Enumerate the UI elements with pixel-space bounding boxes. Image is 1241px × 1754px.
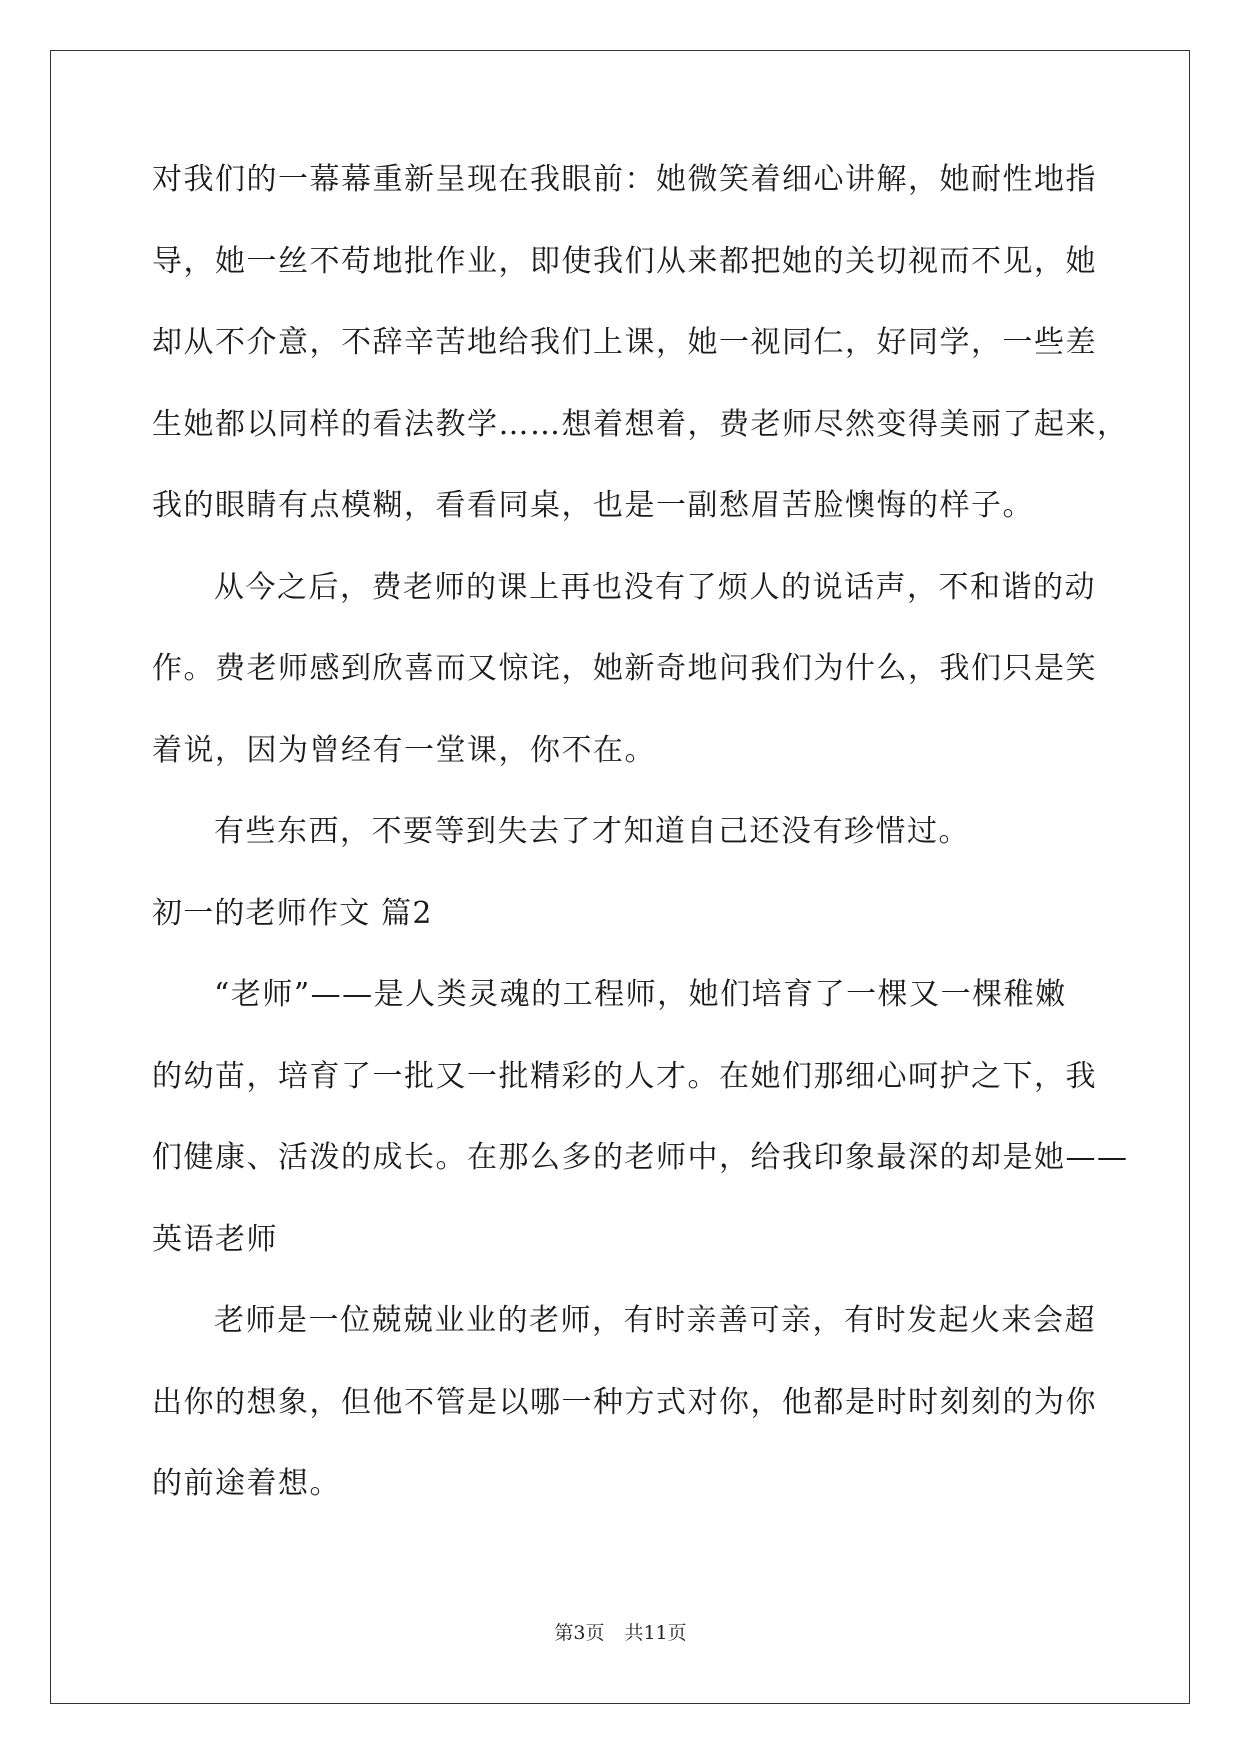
page-number-total: 共11页 [624, 1622, 687, 1644]
text-line: 的前途着想。 [152, 1466, 341, 1501]
section-heading: 初一的老师作文 篇2 [152, 895, 433, 931]
page-number-current: 第3页 [554, 1622, 605, 1644]
paragraph-start-line: 老师是一位兢兢业业的老师，有时亲善可亲，有时发起火来会超 [214, 1303, 1096, 1338]
text-line: 导，她一丝不苟地批作业，即使我们从来都把她的关切视而不见，她 [152, 243, 1097, 279]
text-line: 英语老师 [152, 1221, 278, 1257]
paragraph-start-line: 从今之后，费老师的课上再也没有了烦人的说话声，不和谐的动 [214, 569, 1096, 605]
document-body [152, 155, 1129, 1541]
paragraph-start-line: “老师”——是人类灵魂的工程师，她们培育了一棵又一棵稚嫩 [214, 977, 1067, 1012]
text-line: 的幼苗，培育了一批又一批精彩的人才。在她们那细心呵护之下，我 [152, 1058, 1097, 1094]
text-line: 作。费老师感到欣喜而又惊诧，她新奇地问我们为什么，我们只是笑 [152, 651, 1097, 686]
text-line: 对我们的一幕幕重新呈现在我眼前：她微笑着细心讲解，她耐性地指 [152, 162, 1097, 197]
text-line: 出你的想象，但他不管是以哪一种方式对你，他都是时时刻刻的为你 [152, 1384, 1097, 1420]
text-line: 却从不介意，不辞辛苦地给我们上课，她一视同仁，好同学，一些差 [152, 325, 1097, 360]
text-line: 着说，因为曾经有一堂课，你不在。 [152, 732, 656, 768]
text-line: 我的眼睛有点模糊，看看同桌，也是一副愁眉苦脸懊悔的样子。 [152, 488, 1034, 523]
paragraph-start-line: 有些东西，不要等到失去了才知道自己还没有珍惜过。 [214, 814, 970, 849]
text-line: 生她都以同样的看法教学……想着想着，费老师尽然变得美丽了起来， [152, 406, 1129, 442]
text-line: 们健康、活泼的成长。在那么多的老师中，给我印象最深的却是她—— [152, 1140, 1129, 1175]
page-footer [0, 1618, 1241, 1645]
